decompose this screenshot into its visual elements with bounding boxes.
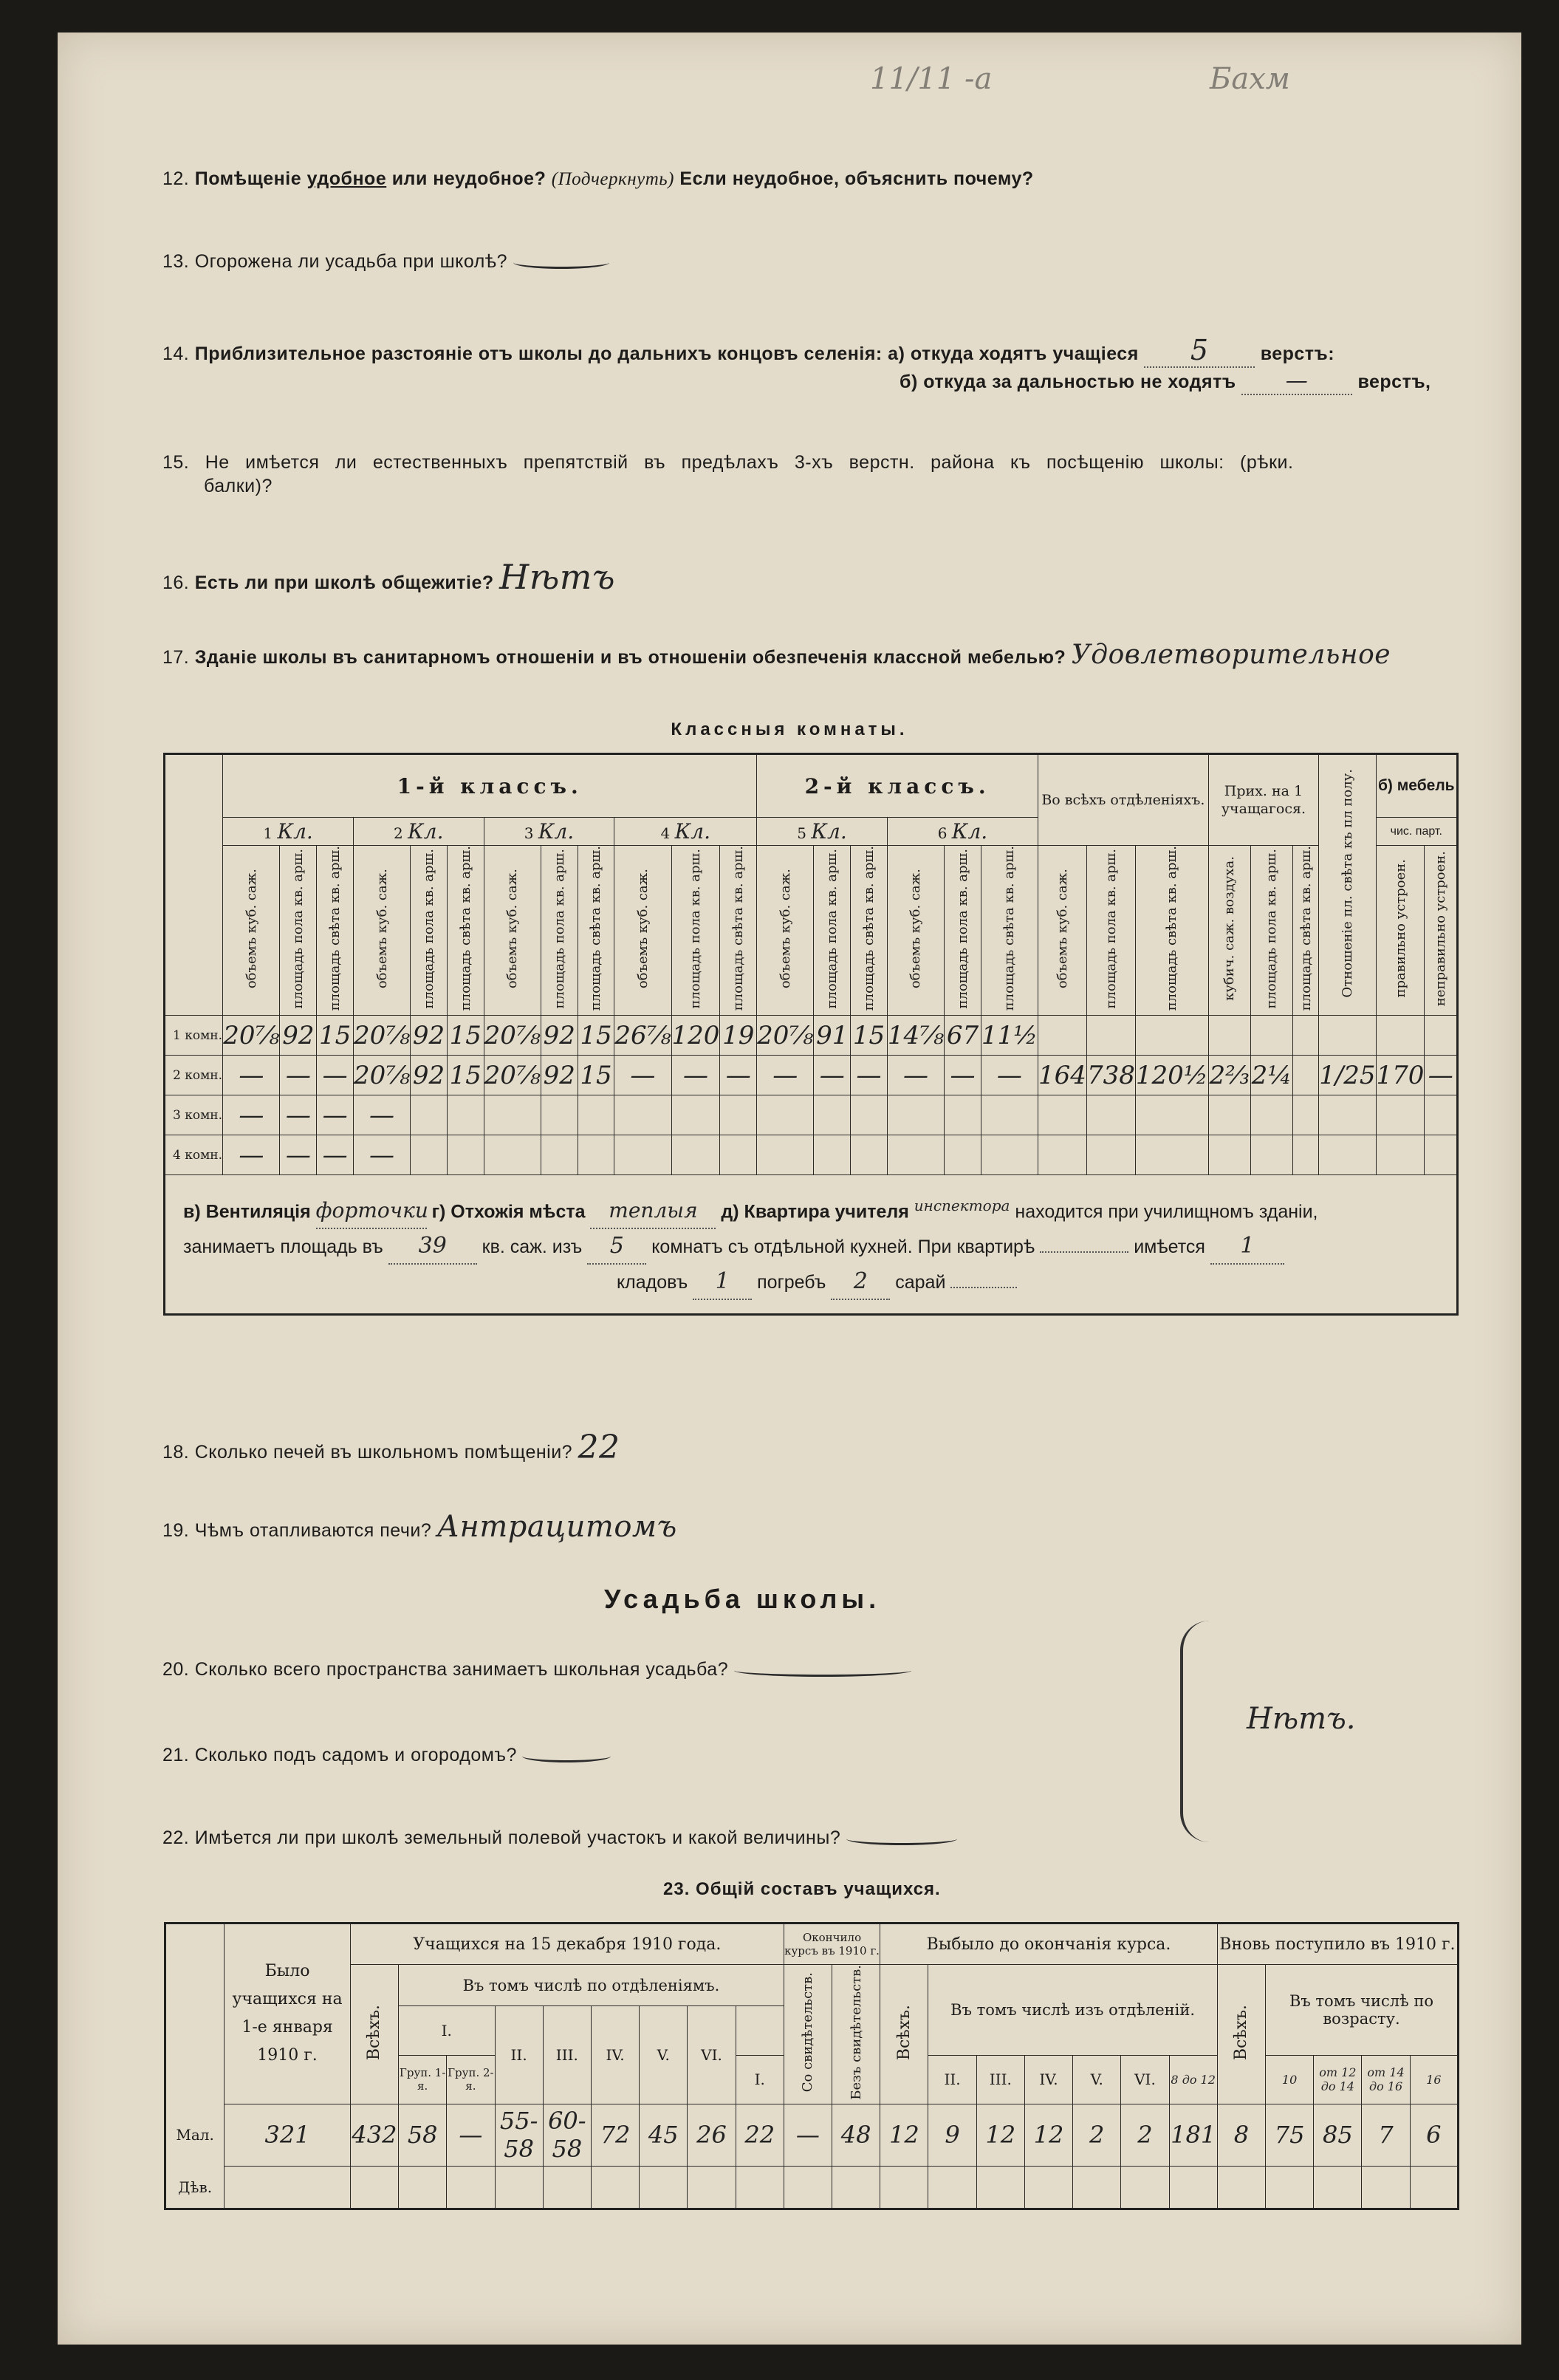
rooms-cell: — <box>317 1056 354 1095</box>
students-cell <box>1073 2166 1121 2209</box>
rooms-cell: — <box>223 1095 280 1135</box>
question-20: 20. Сколько всего пространства занимаетъ школьная усадьба? <box>162 1659 911 1680</box>
rooms-cell: 20⅞ <box>484 1016 541 1056</box>
from-col: VI. <box>1121 2055 1169 2104</box>
students-cell <box>1410 2166 1458 2209</box>
rooms-cell: — <box>720 1056 757 1095</box>
rooms-cell <box>484 1135 541 1175</box>
students-cell <box>976 2166 1024 2209</box>
rooms-cell <box>671 1095 720 1135</box>
students-cell: — <box>784 2104 832 2166</box>
students-cell: 2 <box>1073 2104 1121 2166</box>
question-16: 16. Есть ли при школѣ общежитіе? Нѣтъ <box>162 557 616 597</box>
col-head: площадь пола кв. арш. <box>671 846 720 1016</box>
age-col: 10 <box>1266 2055 1314 2104</box>
rooms-cell <box>578 1135 614 1175</box>
rooms-cell <box>578 1095 614 1135</box>
dept-col: III. <box>543 2006 591 2104</box>
without-cert-col: Безъ свидѣтельств. <box>832 1965 880 2104</box>
rooms-cell <box>1319 1016 1376 1056</box>
rooms-cell <box>1038 1016 1087 1056</box>
rooms-cell: 11½ <box>981 1016 1038 1056</box>
students-cell: 60-58 <box>543 2104 591 2166</box>
rooms-cell <box>671 1135 720 1175</box>
rooms-cell: 120 <box>671 1016 720 1056</box>
rooms-cell: 92 <box>411 1056 448 1095</box>
students-cell: 321 <box>225 2104 351 2166</box>
students-cell: 26 <box>688 2104 736 2166</box>
rooms-cell <box>1208 1016 1250 1056</box>
rooms-cell <box>1086 1135 1135 1175</box>
rooms-cell <box>1135 1135 1208 1175</box>
document-sheet <box>58 33 1521 2345</box>
rooms-cell <box>1250 1095 1292 1135</box>
rooms-cell: 19 <box>720 1016 757 1056</box>
col-head: объемъ куб. саж. <box>887 846 944 1016</box>
col-head: площадь свѣта кв. арш. <box>317 846 354 1016</box>
students-cell: 12 <box>1024 2104 1072 2166</box>
dept-col: IV. <box>591 2006 639 2104</box>
col-head: объемъ куб. саж. <box>1038 846 1087 1016</box>
students-cell <box>784 2166 832 2209</box>
class2-header: 2-й классъ. <box>757 754 1038 818</box>
rooms-cell: — <box>317 1095 354 1135</box>
rooms-table <box>163 753 1459 1316</box>
rooms-cell: — <box>1425 1056 1458 1095</box>
students-cell: — <box>447 2104 495 2166</box>
rooms-cell <box>1376 1135 1425 1175</box>
rooms-cell <box>447 1095 484 1135</box>
rooms-cell: 20⅞ <box>223 1016 280 1056</box>
col-head: неправильно устроен. <box>1425 846 1458 1016</box>
students-corner <box>165 1924 225 2104</box>
rooms-cell <box>945 1095 981 1135</box>
per-pupil-header: Прих. на 1 учащагося. <box>1208 754 1318 846</box>
rooms-cell: 738 <box>1086 1056 1135 1095</box>
new-header: Вновь поступило въ 1910 г. <box>1217 1924 1458 1965</box>
rooms-cell: 26⅞ <box>614 1016 671 1056</box>
rooms-row-label: 2 комн. <box>165 1056 223 1095</box>
question-18: 18. Сколько печей въ школьномъ помѣщеніи? 22 <box>162 1429 620 1466</box>
rooms-cell <box>887 1135 944 1175</box>
dept-col: VI. <box>688 2006 736 2104</box>
col-head: объемъ куб. саж. <box>484 846 541 1016</box>
apt-hw: инспектора <box>914 1197 1010 1214</box>
rooms-cell <box>757 1095 814 1135</box>
room-group-6: 6 Кл. <box>887 818 1038 846</box>
rooms-cell: 14⅞ <box>887 1016 944 1056</box>
rooms-cell: — <box>671 1056 720 1095</box>
rooms-cell <box>720 1095 757 1135</box>
dept1-header: I. <box>399 2006 495 2056</box>
rooms-row-label: 3 комн. <box>165 1095 223 1135</box>
question-15-line2: балки)? <box>204 476 273 496</box>
pogreb-value: 2 <box>831 1265 890 1300</box>
col-head: площадь пола кв. арш. <box>945 846 981 1016</box>
question-14: 14. Приблизительное разстояніе отъ школы до дальнихъ концовъ селенія: а) откуда ходятъ учащіеся 5 верстъ: <box>162 334 1335 366</box>
question-15: 15. Не имѣется ли естественныхъ препятствій въ предѣлахъ 3-хъ верстн. района къ посѣщенію школы: (рѣки. <box>162 452 1294 473</box>
rooms-cell <box>1425 1135 1458 1175</box>
col-head: площадь пола кв. арш. <box>1086 846 1135 1016</box>
students-cell <box>1169 2166 1217 2209</box>
students-table <box>164 1922 1459 2210</box>
rooms-cell: 2¼ <box>1250 1056 1292 1095</box>
rooms-cell: 20⅞ <box>353 1016 410 1056</box>
dept-col: V. <box>640 2006 688 2104</box>
rooms-cell <box>1292 1135 1318 1175</box>
rooms-cell <box>1292 1016 1318 1056</box>
scribble-top-2: Бахм <box>1210 62 1290 96</box>
from-col: III. <box>976 2055 1024 2104</box>
rooms-cell <box>447 1135 484 1175</box>
incl-depts-header: Въ томъ числѣ по отдѣленіямъ. <box>399 1965 784 2006</box>
rooms-cell <box>1135 1016 1208 1056</box>
students-cell <box>1314 2166 1362 2209</box>
rooms-cell <box>757 1135 814 1175</box>
rooms-cell: — <box>945 1056 981 1095</box>
corner-cell <box>165 754 223 1016</box>
students-cell: 181 <box>1169 2104 1217 2166</box>
rooms-cell <box>1376 1016 1425 1056</box>
incl-from-header: Въ томъ числѣ изъ отдѣленій. <box>928 1965 1217 2056</box>
finished-header: Окончило курсъ въ 1910 г. <box>784 1924 880 1965</box>
rooms-row <box>165 1095 1458 1135</box>
rooms-cell: 170 <box>1376 1056 1425 1095</box>
rooms-row-label: 4 комн. <box>165 1135 223 1175</box>
rooms-cell <box>814 1135 851 1175</box>
students-cell <box>225 2166 351 2209</box>
rooms-cell <box>981 1095 1038 1135</box>
rooms-body <box>165 1016 1458 1175</box>
rooms-value: 5 <box>587 1229 646 1265</box>
rooms-footer: в) Вентиляція форточки г) Отхожія мѣста теплыя д) Квартира учителя $^{инспектора}$ находится при училищномъ зданіи, занимаетъ площадь въ 39 кв. саж. изъ 5 комнатъ съ отдѣльной кухней. При квартирѣ имѣется 1 кладовъ 1 погребъ 2 сарай <box>165 1175 1458 1315</box>
answer-16: Нѣтъ <box>499 557 616 597</box>
students-row <box>165 2166 1459 2209</box>
answer-18: 22 <box>578 1429 620 1466</box>
rooms-cell <box>1292 1095 1318 1135</box>
answer-20-22: Нѣтъ. <box>1247 1702 1356 1736</box>
rooms-cell: — <box>317 1135 354 1175</box>
rooms-cell: 20⅞ <box>484 1056 541 1095</box>
students-cell <box>399 2166 447 2209</box>
col-head: объемъ куб. саж. <box>757 846 814 1016</box>
col-head: площадь свѣта кв. арш. <box>720 846 757 1016</box>
students-cell: 2 <box>1121 2104 1169 2166</box>
answer-14b: — <box>1285 368 1309 394</box>
rooms-cell <box>720 1135 757 1175</box>
room-group-5: 5 Кл. <box>757 818 888 846</box>
dropped-total-col: Всѣхъ. <box>880 1965 928 2104</box>
col-head: площадь пола кв. арш. <box>411 846 448 1016</box>
rooms-cell: 67 <box>945 1016 981 1056</box>
incl-age-header: Въ томъ числѣ по возрасту. <box>1266 1965 1459 2056</box>
total-col: Всѣхъ. <box>350 1965 398 2104</box>
rooms-cell <box>1250 1016 1292 1056</box>
col-head: правильно устроен. <box>1376 846 1425 1016</box>
rooms-cell: 15 <box>447 1016 484 1056</box>
rooms-cell: — <box>353 1135 410 1175</box>
dec15-header: Учащихся на 15 декабря 1910 года. <box>350 1924 784 1965</box>
rooms-cell <box>1038 1135 1087 1175</box>
cellar-value: 1 <box>693 1265 752 1300</box>
grp2-col: Груп. 2-я. <box>447 2055 495 2104</box>
students-cell <box>543 2166 591 2209</box>
col-head: объемъ куб. саж. <box>353 846 410 1016</box>
students-cell <box>880 2166 928 2209</box>
age-col: 8 до 12 <box>1169 2055 1217 2104</box>
rooms-cell <box>484 1095 541 1135</box>
column-heads-row <box>165 846 1458 1016</box>
students-cell <box>447 2166 495 2209</box>
room-group-4: 4 Кл. <box>614 818 757 846</box>
answer-14a: 5 <box>1190 334 1209 366</box>
rooms-cell: 20⅞ <box>757 1016 814 1056</box>
underlined-answer: удобное <box>306 168 387 189</box>
rooms-cell <box>1208 1135 1250 1175</box>
rooms-cell <box>851 1095 888 1135</box>
question-22: 22. Имѣется ли при школѣ земельный полевой участокъ и какой величины? <box>162 1827 957 1849</box>
students-cell: 7 <box>1362 2104 1410 2166</box>
dept-col: II. <box>495 2006 543 2104</box>
students-cell: 12 <box>976 2104 1024 2166</box>
scribble-top-1: 11/11 -а <box>870 62 993 96</box>
rooms-cell: 120½ <box>1135 1056 1208 1095</box>
students-cell <box>1362 2166 1410 2209</box>
dash-mark <box>734 1664 911 1677</box>
rooms-cell <box>851 1135 888 1175</box>
ratio-header: Отношеніе пл. свѣта къ пл полу. <box>1319 754 1376 1016</box>
students-cell <box>640 2166 688 2209</box>
col-head: площадь пола кв. арш. <box>280 846 317 1016</box>
furniture-sub: чис. парт. <box>1376 818 1457 846</box>
dash-mark <box>846 1833 957 1845</box>
students-cell: 22 <box>736 2104 784 2166</box>
students-row <box>165 2104 1459 2166</box>
rooms-cell <box>1319 1135 1376 1175</box>
rooms-cell: 92 <box>541 1016 578 1056</box>
from-col: V. <box>1073 2055 1121 2104</box>
rooms-cell: 20⅞ <box>353 1056 410 1095</box>
students-body <box>165 2104 1459 2209</box>
question-19: 19. Чѣмъ отапливаются печи? Антрацитомъ <box>162 1510 677 1544</box>
rooms-row <box>165 1135 1458 1175</box>
rooms-cell: — <box>614 1056 671 1095</box>
rooms-row <box>165 1016 1458 1056</box>
rooms-cell <box>614 1135 671 1175</box>
age-col: 16 <box>1410 2055 1458 2104</box>
all-depts-header: Во всѣхъ отдѣленіяхъ. <box>1038 754 1209 846</box>
students-cell <box>350 2166 398 2209</box>
rooms-cell: — <box>223 1135 280 1175</box>
students-cell: 6 <box>1410 2104 1458 2166</box>
students-cell <box>688 2166 736 2209</box>
students-row-label: Мал. <box>176 2126 214 2144</box>
students-cell: 8 <box>1217 2104 1265 2166</box>
col-head: площадь пола кв. арш. <box>814 846 851 1016</box>
col-head: площадь свѣта кв. арш. <box>578 846 614 1016</box>
col-head: площадь свѣта кв. арш. <box>1135 846 1208 1016</box>
col-head: площадь свѣта кв. арш. <box>447 846 484 1016</box>
rooms-cell <box>411 1135 448 1175</box>
furniture-header: б) мебель <box>1376 754 1457 818</box>
rooms-cell: 15 <box>851 1016 888 1056</box>
vent-value: форточки <box>316 1194 427 1229</box>
room-group-2: 2 Кл. <box>353 818 484 846</box>
rooms-cell: — <box>757 1056 814 1095</box>
rooms-cell <box>411 1095 448 1135</box>
col-head: площадь свѣта кв. арш. <box>1292 846 1318 1016</box>
question-13: 13. Огорожена ли усадьба при школѣ? <box>162 251 609 273</box>
room-group-1: 1 Кл. <box>223 818 354 846</box>
dash-mark <box>513 256 609 269</box>
rooms-cell: — <box>981 1056 1038 1095</box>
rooms-cell <box>981 1135 1038 1175</box>
rooms-cell <box>1135 1095 1208 1135</box>
students-row-label: Дѣв. <box>178 2178 213 2196</box>
rooms-cell: 1/25 <box>1319 1056 1376 1095</box>
rooms-cell: — <box>353 1095 410 1135</box>
answer-19: Антрацитомъ <box>436 1510 677 1544</box>
estate-title: Усадьба школы. <box>604 1584 881 1614</box>
col-head: объемъ куб. саж. <box>223 846 280 1016</box>
students-cell <box>832 2166 880 2209</box>
with-cert-col: Со свидѣтельств. <box>784 1965 832 2104</box>
rooms-cell <box>1250 1135 1292 1175</box>
students-cell <box>1024 2166 1072 2209</box>
rooms-cell: 91 <box>814 1016 851 1056</box>
students-cell <box>1121 2166 1169 2209</box>
students-cell: 9 <box>928 2104 976 2166</box>
students-cell <box>1217 2166 1265 2209</box>
students-cell: 48 <box>832 2104 880 2166</box>
rooms-cell <box>541 1135 578 1175</box>
rooms-cell: 2⅔ <box>1208 1056 1250 1095</box>
dropped-header: Выбыло до окончанія курса. <box>880 1924 1218 1965</box>
students-cell: 85 <box>1314 2104 1362 2166</box>
rooms-cell <box>541 1095 578 1135</box>
students-cell <box>1266 2166 1314 2209</box>
rooms-cell <box>1086 1016 1135 1056</box>
has-value: 1 <box>1210 1229 1284 1265</box>
students-cell: 432 <box>350 2104 398 2166</box>
grp1-col: Груп. 1-я. <box>399 2055 447 2104</box>
rooms-row-label: 1 комн. <box>165 1016 223 1056</box>
rooms-cell <box>1292 1056 1318 1095</box>
col-head: кубич. саж. воздуха. <box>1208 846 1250 1016</box>
age-col: от 12 до 14 <box>1314 2055 1362 2104</box>
from-col: II. <box>928 2055 976 2104</box>
col-head: площадь свѣта кв. арш. <box>981 846 1038 1016</box>
rooms-cell <box>614 1095 671 1135</box>
students-cell: 72 <box>591 2104 639 2166</box>
rooms-cell: — <box>280 1095 317 1135</box>
rooms-cell: — <box>851 1056 888 1095</box>
area-value: 39 <box>388 1229 477 1265</box>
rooms-cell: — <box>887 1056 944 1095</box>
rooms-cell <box>1208 1095 1250 1135</box>
rooms-cell: 92 <box>411 1016 448 1056</box>
rooms-cell <box>1425 1095 1458 1135</box>
rooms-cell <box>1086 1095 1135 1135</box>
rooms-cell: 15 <box>578 1056 614 1095</box>
rooms-cell: — <box>223 1056 280 1095</box>
students-cell: 58 <box>399 2104 447 2166</box>
new-total-col: Всѣхъ. <box>1217 1965 1265 2104</box>
rooms-cell: 15 <box>578 1016 614 1056</box>
rooms-cell <box>1376 1095 1425 1135</box>
rooms-cell: 92 <box>541 1056 578 1095</box>
students-cell: 75 <box>1266 2104 1314 2166</box>
answer-17: Удовлетворительное <box>1071 640 1391 670</box>
room-group-3: 3 Кл. <box>484 818 614 846</box>
rooms-cell <box>1038 1095 1087 1135</box>
students-table-title: 23. Общій составъ учащихся. <box>663 1879 941 1899</box>
col-head: площадь пола кв. арш. <box>541 846 578 1016</box>
students-cell <box>928 2166 976 2209</box>
rooms-cell: 15 <box>317 1016 354 1056</box>
rooms-cell <box>814 1095 851 1135</box>
rooms-cell: — <box>280 1135 317 1175</box>
rooms-cell <box>1319 1095 1376 1135</box>
question-14b: б) откуда за дальностью не ходятъ — верстъ, <box>900 368 1431 394</box>
col-head: площадь свѣта кв. арш. <box>851 846 888 1016</box>
rooms-cell: 92 <box>280 1016 317 1056</box>
rooms-cell: 15 <box>447 1056 484 1095</box>
students-cell: 12 <box>880 2104 928 2166</box>
question-17: 17. Зданіе школы въ санитарномъ отношеніи и въ отношеніи обезпеченія классной мебелью? Удовлетворительное <box>162 640 1391 670</box>
dash-mark <box>522 1750 611 1762</box>
students-cell <box>591 2166 639 2209</box>
were-header: Было учащихся на 1-е января 1910 г. <box>225 1924 351 2104</box>
from-col: IV. <box>1024 2055 1072 2104</box>
question-21: 21. Сколько подъ садомъ и огородомъ? <box>162 1745 611 1766</box>
rooms-cell: — <box>280 1056 317 1095</box>
rooms-table-title: Классныя комнаты. <box>671 719 908 739</box>
rooms-cell <box>945 1135 981 1175</box>
question-12: 12. Помѣщеніе удобное или неудобное? (Подчеркнуть) Если неудобное, объяснить почему? <box>162 168 1034 189</box>
students-cell: 45 <box>640 2104 688 2166</box>
rooms-cell: — <box>814 1056 851 1095</box>
toilet-value: теплыя <box>590 1194 716 1229</box>
students-cell: 55-58 <box>495 2104 543 2166</box>
rooms-row <box>165 1056 1458 1095</box>
col-head: объемъ куб. саж. <box>614 846 671 1016</box>
rooms-cell <box>1425 1016 1458 1056</box>
rooms-cell <box>887 1095 944 1135</box>
class1-header: 1-й классъ. <box>223 754 757 818</box>
brace <box>1180 1621 1227 1842</box>
students-cell <box>495 2166 543 2209</box>
age-col: от 14 до 16 <box>1362 2055 1410 2104</box>
rooms-cell: 164 <box>1038 1056 1087 1095</box>
col-head: площадь пола кв. арш. <box>1250 846 1292 1016</box>
students-cell <box>736 2166 784 2209</box>
from-col: I. <box>736 2055 784 2104</box>
